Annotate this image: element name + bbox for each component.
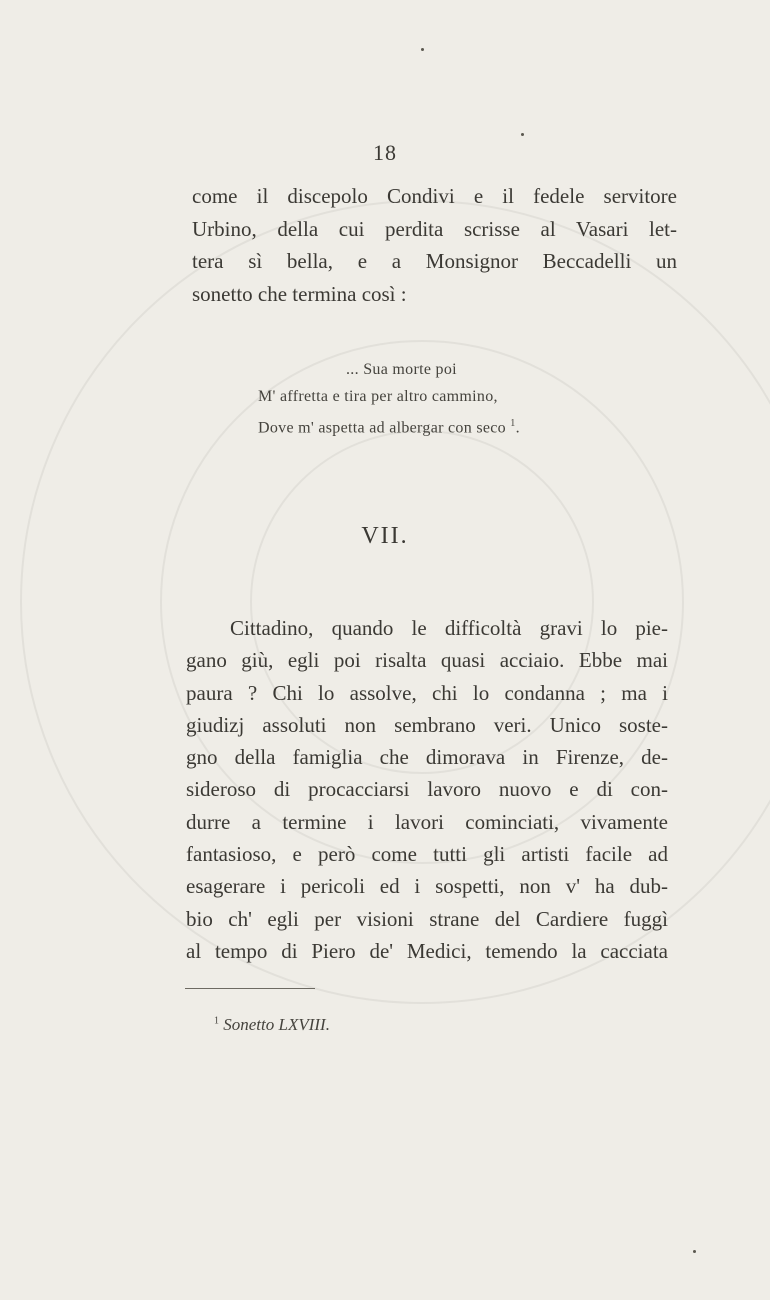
page-number: 18 (373, 140, 397, 165)
text-line: gano giù, egli poi risalta quasi acciaio. Ebbe mai (186, 648, 668, 673)
footnote-divider (185, 988, 315, 989)
text-line: gno della famiglia che dimorava in Firenze, de- (186, 745, 668, 770)
text-line: esagerare i pericoli ed i sospetti, non v' ha dub- (186, 874, 668, 899)
footnote-marker: 1 (510, 418, 516, 429)
paper-speck (421, 48, 424, 51)
text-line: fantasioso, e però come tutti gli artisti facile ad (186, 842, 668, 867)
footnote-text: Sonetto LXVIII. (223, 1015, 330, 1034)
footnote-marker: 1 (214, 1015, 219, 1027)
text-line: come il discepolo Condivi e il fedele servitore (192, 184, 677, 208)
poem-end-punctuation: . (515, 419, 520, 437)
main-paragraph (186, 612, 668, 967)
poem-line (258, 410, 520, 441)
section-heading: VII. (361, 523, 409, 549)
text-line: durre a termine i lavori cominciati, vivamente (186, 809, 668, 834)
paper-speck (521, 133, 524, 136)
text-line: paura ? Chi lo assolve, chi lo condanna ; ma i (186, 680, 668, 705)
poem-quote (258, 356, 520, 441)
text-line: Cittadino, quando le difficoltà gravi lo pie- (230, 616, 668, 640)
text-line: giudizj assoluti non sembrano veri. Unico soste- (186, 712, 668, 737)
text-line: Urbino, della cui perdita scrisse al Vasari let- (192, 216, 677, 241)
poem-line: ... Sua morte poi (346, 361, 457, 378)
text-line: tera sì bella, e a Monsignor Beccadelli un (192, 249, 677, 273)
text-line: sonetto che termina così : (192, 281, 407, 306)
text-line: sideroso di procacciarsi lavoro nuovo e di con- (186, 777, 668, 802)
text-line: bio ch' egli per visioni strane del Cardiere fuggì (186, 906, 668, 931)
poem-line: M' affretta e tira per altro cammino, (258, 388, 498, 405)
footnote (214, 1015, 330, 1035)
text-line: al tempo di Piero de' Medici, temendo la cacciata (186, 938, 668, 963)
poem-line-text: Dove m' aspetta ad albergar con seco (258, 419, 506, 437)
paper-speck (693, 1250, 696, 1253)
intro-paragraph (192, 180, 677, 310)
